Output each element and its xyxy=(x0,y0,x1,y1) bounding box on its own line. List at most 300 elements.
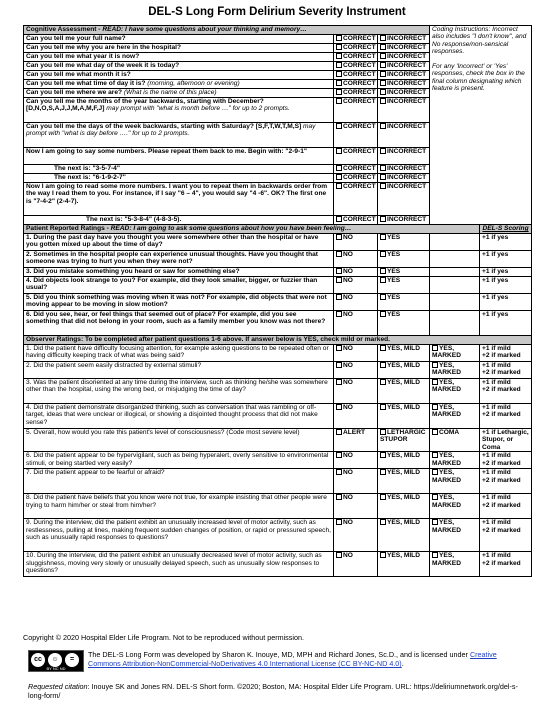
checkbox-icon[interactable] xyxy=(336,165,342,171)
checkbox-icon[interactable] xyxy=(380,251,386,257)
cognitive-question xyxy=(24,35,334,44)
checkbox-icon[interactable] xyxy=(380,35,386,41)
correct-checkbox[interactable] xyxy=(334,44,378,53)
checkbox-icon[interactable] xyxy=(380,404,386,410)
checkbox-icon[interactable] xyxy=(336,469,342,475)
correct-checkbox[interactable] xyxy=(334,216,378,225)
yes-marked-checkbox[interactable] xyxy=(430,552,480,577)
incorrect-checkbox[interactable] xyxy=(378,35,430,44)
score-cell xyxy=(480,469,532,494)
yes-checkbox[interactable] xyxy=(378,234,430,251)
cognitive-question xyxy=(24,165,334,174)
checkbox-icon[interactable] xyxy=(380,123,386,129)
no-checkbox[interactable] xyxy=(334,268,378,277)
patient-question: 4. Did objects look strange to you? For example, did they look smaller, bigger, or fuzzier than usual? xyxy=(24,277,334,294)
observer-question: 3. Was the patient disoriented at any time during the interview, such as thinking he/she was somewhere other than the hospital, using the wrong bed, or misjudging the time of day? xyxy=(24,379,334,404)
empty-cell xyxy=(430,234,480,251)
option-label: YES, MARKED xyxy=(432,362,461,377)
question-hint: may prompt with "what is month before …" for up to 2 prompts. xyxy=(106,105,290,113)
option-label: INCORRECT xyxy=(387,44,427,51)
yes-mild-checkbox[interactable] xyxy=(378,452,430,469)
cognitive-question xyxy=(24,98,334,123)
score-marked: +2 if marked xyxy=(482,411,521,419)
yes-mild-checkbox[interactable] xyxy=(378,345,430,362)
incorrect-checkbox[interactable] xyxy=(378,53,430,62)
incorrect-checkbox[interactable] xyxy=(378,71,430,80)
observer-question: 2. Did the patient seem easily distracted by external stimuli? xyxy=(24,362,334,379)
cc-badge-label: BY NC ND xyxy=(46,666,66,671)
question-text: Can you tell me the days of the week backwards, starting with Saturday? [S,F,T,W,T,M,S] xyxy=(26,123,303,130)
patient-question: 2. Sometimes in the hospital people can experience unusual thoughts. Have you thought that someone was trying to hurt you when they were not? xyxy=(24,251,334,268)
correct-checkbox[interactable] xyxy=(334,62,378,71)
score-cell xyxy=(480,345,532,362)
checkbox-icon[interactable] xyxy=(432,469,438,475)
checkbox-icon[interactable] xyxy=(336,234,342,240)
score-cell: +1 if yes xyxy=(480,311,532,336)
checkbox-icon[interactable] xyxy=(336,519,342,525)
option-label: NO xyxy=(343,294,353,301)
correct-checkbox[interactable] xyxy=(334,123,378,148)
option-label: NO xyxy=(343,379,353,386)
score-cell xyxy=(480,404,532,429)
checkbox-icon[interactable] xyxy=(380,345,386,351)
cognitive-question xyxy=(24,53,334,62)
yes-mild-checkbox[interactable] xyxy=(378,379,430,404)
patient-row xyxy=(24,294,532,311)
score-cell xyxy=(480,552,532,577)
score-mild: +1 if mild xyxy=(482,345,511,352)
checkbox-icon[interactable] xyxy=(380,80,386,86)
lethargic-stupor-checkbox[interactable] xyxy=(378,429,430,452)
option-label: YES, MARKED xyxy=(432,552,461,567)
score-cell: +1 if yes xyxy=(480,277,532,294)
no-checkbox[interactable] xyxy=(334,379,378,404)
observer-row xyxy=(24,379,532,404)
checkbox-icon[interactable] xyxy=(380,98,386,104)
delirium-form-table xyxy=(23,25,532,577)
checkbox-icon[interactable] xyxy=(380,71,386,77)
no-checkbox[interactable] xyxy=(334,311,378,336)
no-checkbox[interactable] xyxy=(334,452,378,469)
patient-question: 5. Did you think something was moving when it was not? For example, did objects that were not moving appear to be moving in slow motion? xyxy=(24,294,334,311)
coding-instructions: Coding Instructions: Incorrect also includes "I don't know", and No response/non-sensical responses. For any 'Incorrect' or 'Yes' responses, check the box in the final column designating which feature is present. xyxy=(430,26,532,225)
yes-marked-checkbox[interactable] xyxy=(430,469,480,494)
no-checkbox[interactable] xyxy=(334,277,378,294)
license-block xyxy=(28,650,528,680)
cc-license-badge xyxy=(28,650,84,672)
option-label: YES, MARKED xyxy=(432,519,461,534)
option-label: YES, MILD xyxy=(387,362,420,369)
option-label: YES xyxy=(387,268,401,275)
score-mild: +1 if mild xyxy=(482,452,511,460)
yes-checkbox[interactable] xyxy=(378,277,430,294)
no-derivatives-icon: = xyxy=(65,653,79,667)
question-text: Can you tell me the months of the year backwards, starting with December? [D,N,O,S,A,J,J,M,A,M,F,J] xyxy=(26,98,264,113)
option-label: YES, MARKED xyxy=(432,404,461,419)
score-mild: +1 if mild xyxy=(482,379,511,386)
cognitive-question xyxy=(24,183,334,216)
checkbox-icon[interactable] xyxy=(380,268,386,274)
yes-mild-checkbox[interactable] xyxy=(378,552,430,577)
no-checkbox[interactable] xyxy=(334,362,378,379)
correct-checkbox[interactable] xyxy=(334,98,378,123)
option-label: YES, MARKED xyxy=(432,379,461,394)
checkbox-icon[interactable] xyxy=(380,494,386,500)
copyright-notice: Copyright © 2020 Hospital Elder Life Program. Not to be reproduced without permission. xyxy=(23,633,304,642)
score-mild: +1 if mild xyxy=(482,519,511,527)
option-label: NO xyxy=(343,452,353,460)
cognitive-question xyxy=(24,123,334,148)
scoring-header: DEL-S Scoring xyxy=(480,225,532,234)
incorrect-checkbox[interactable] xyxy=(378,216,430,225)
checkbox-icon[interactable] xyxy=(336,429,342,435)
license-link[interactable]: Creative Commons Attribution-NonCommercial-NoDerivatives 4.0 International License (CC BY-NC-ND 4.0) xyxy=(88,650,497,668)
option-label: CORRECT xyxy=(343,62,376,69)
correct-checkbox[interactable] xyxy=(334,53,378,62)
observer-row xyxy=(24,552,532,577)
checkbox-icon[interactable] xyxy=(380,183,386,189)
option-label: YES, MARKED xyxy=(432,345,461,360)
yes-marked-checkbox[interactable] xyxy=(430,379,480,404)
no-checkbox[interactable] xyxy=(334,469,378,494)
page-title: DEL-S Long Form Delirium Severity Instrument xyxy=(148,6,406,18)
question-text: Can you tell me what month it is? xyxy=(26,71,131,78)
correct-checkbox[interactable] xyxy=(334,165,378,174)
no-checkbox[interactable] xyxy=(334,294,378,311)
yes-marked-checkbox[interactable] xyxy=(430,519,480,552)
checkbox-icon[interactable] xyxy=(380,174,386,180)
score-marked: +2 if marked xyxy=(482,559,521,567)
patient-header xyxy=(24,225,480,234)
yes-marked-checkbox[interactable] xyxy=(430,362,480,379)
empty-cell xyxy=(430,268,480,277)
checkbox-icon[interactable] xyxy=(336,452,342,458)
option-label: YES, MILD xyxy=(387,552,420,560)
incorrect-checkbox[interactable] xyxy=(378,98,430,123)
checkbox-icon[interactable] xyxy=(380,379,386,385)
option-label: YES, MILD xyxy=(387,345,420,352)
checkbox-icon[interactable] xyxy=(432,452,438,458)
cognitive-question xyxy=(24,80,334,89)
no-checkbox[interactable] xyxy=(334,494,378,519)
yes-mild-checkbox[interactable] xyxy=(378,494,430,519)
checkbox-icon[interactable] xyxy=(380,429,386,435)
attribution-icon: ☺ xyxy=(48,653,62,667)
option-label: INCORRECT xyxy=(387,174,427,181)
checkbox-icon[interactable] xyxy=(380,62,386,68)
incorrect-checkbox[interactable] xyxy=(378,89,430,98)
correct-checkbox[interactable] xyxy=(334,35,378,44)
checkbox-icon[interactable] xyxy=(380,552,386,558)
checkbox-icon[interactable] xyxy=(336,552,342,558)
patient-row xyxy=(24,268,532,277)
observer-question: 10. During the interview, did the patient exhibit an unusually decreased level of motor activity, such as sluggishness, moving very slowly or unusually delayed speech, such as unusually slow responses to questions? xyxy=(24,552,334,577)
checkbox-icon[interactable] xyxy=(432,345,438,351)
option-label: YES, MILD xyxy=(387,452,420,460)
checkbox-icon[interactable] xyxy=(380,53,386,59)
checkbox-icon[interactable] xyxy=(336,404,342,410)
score-cell xyxy=(480,452,532,469)
score-cell: +1 if yes xyxy=(480,294,532,311)
yes-marked-checkbox[interactable] xyxy=(430,345,480,362)
yes-marked-checkbox[interactable] xyxy=(430,494,480,519)
checkbox-icon[interactable] xyxy=(336,44,342,50)
option-label: NO xyxy=(343,362,353,369)
checkbox-icon[interactable] xyxy=(432,404,438,410)
checkbox-icon[interactable] xyxy=(336,71,342,77)
checkbox-icon[interactable] xyxy=(336,268,342,274)
score-mild: +1 if mild xyxy=(482,494,511,502)
option-label: NO xyxy=(343,552,353,560)
checkbox-icon[interactable] xyxy=(336,311,342,317)
incorrect-checkbox[interactable] xyxy=(378,62,430,71)
option-label: ALERT xyxy=(343,429,365,436)
question-text: Can you tell me what year it is now? xyxy=(26,53,140,60)
checkbox-icon[interactable] xyxy=(336,62,342,68)
coma-checkbox[interactable] xyxy=(430,429,480,452)
incorrect-checkbox[interactable] xyxy=(378,165,430,174)
correct-checkbox[interactable] xyxy=(334,174,378,183)
incorrect-checkbox[interactable] xyxy=(378,174,430,183)
question-hint: may prompt with "what is day before …." for up to 2 prompts. xyxy=(26,123,316,138)
option-label: YES, MILD xyxy=(387,469,420,477)
yes-mild-checkbox[interactable] xyxy=(378,404,430,429)
checkbox-icon[interactable] xyxy=(336,35,342,41)
score-cell: +1 if yes xyxy=(480,234,532,251)
checkbox-icon[interactable] xyxy=(380,148,386,154)
checkbox-icon[interactable] xyxy=(336,148,342,154)
correct-checkbox[interactable] xyxy=(334,183,378,216)
yes-mild-checkbox[interactable] xyxy=(378,519,430,552)
option-label: CORRECT xyxy=(343,216,376,223)
checkbox-icon[interactable] xyxy=(336,277,342,283)
alert-checkbox[interactable] xyxy=(334,429,378,452)
checkbox-icon[interactable] xyxy=(380,294,386,300)
requested-citation: Requested citation: Inouye SK and Jones RN. DEL-S Short form. ©2020; Boston, MA: Hospital Elder Life Program. URL: https://deliriumnetwork.org/del-s-long-form/ xyxy=(28,682,518,700)
checkbox-icon[interactable] xyxy=(432,519,438,525)
checkbox-icon[interactable] xyxy=(336,494,342,500)
cognitive-header: Cognitive Assessment - READ: I have some questions about your thinking and memory… xyxy=(24,26,430,35)
observer-question: 1. Did the patient have difficulty focusing attention, for example asking questions to be repeated often or having difficulty keeping track of what was being said? xyxy=(24,345,334,362)
patient-question: 3. Did you mistake something you heard or saw for something else? xyxy=(24,268,334,277)
question-text: Can you tell me your full name? xyxy=(26,35,126,42)
score-marked: +2 if marked xyxy=(482,369,521,377)
cognitive-question xyxy=(24,71,334,80)
option-label: INCORRECT xyxy=(387,71,427,78)
observer-header-row xyxy=(24,336,532,345)
observer-row xyxy=(24,519,532,552)
option-label: YES, MARKED xyxy=(432,494,461,509)
checkbox-icon[interactable] xyxy=(336,379,342,385)
score-cell: +1 if yes xyxy=(480,268,532,277)
checkbox-icon[interactable] xyxy=(432,429,438,435)
observer-question: 7. Did the patient appear to be fearful or afraid? xyxy=(24,469,334,494)
correct-checkbox[interactable] xyxy=(334,89,378,98)
observer-row xyxy=(24,494,532,519)
option-label: INCORRECT xyxy=(387,98,427,105)
option-label: YES, MILD xyxy=(387,404,420,411)
option-label: COMA xyxy=(439,429,460,436)
question-text: The next is: "3-5-7-4" xyxy=(54,165,120,172)
cc-icon: cc xyxy=(31,653,45,667)
incorrect-checkbox[interactable] xyxy=(378,123,430,148)
checkbox-icon[interactable] xyxy=(380,452,386,458)
checkbox-icon[interactable] xyxy=(336,89,342,95)
yes-checkbox[interactable] xyxy=(378,251,430,268)
checkbox-icon[interactable] xyxy=(336,123,342,129)
cognitive-question xyxy=(24,216,334,225)
license-text: The DEL-S Long Form was developed by Sharon K. Inouye, MD, MPH and Richard Jones, Sc.D., and is licensed under Creative Commons Attribution-NonCommercial-NoDerivatives 4.0 International License (CC BY-NC-ND 4.0). xyxy=(88,650,497,668)
observer-header: Observer Ratings: To be completed after patient questions 1-6 above. If answer below is YES, check mild or marked. xyxy=(24,336,532,345)
question-text: Can you tell me why you are here in the hospital? xyxy=(26,44,181,51)
score-mild: +1 if mild xyxy=(482,469,511,477)
incorrect-checkbox[interactable] xyxy=(378,183,430,216)
checkbox-icon[interactable] xyxy=(336,251,342,257)
question-text: Can you tell me what day of the week it is today? xyxy=(26,62,180,69)
option-label: CORRECT xyxy=(343,80,376,87)
checkbox-icon[interactable] xyxy=(432,552,438,558)
no-checkbox[interactable] xyxy=(334,234,378,251)
score-marked: +2 if marked xyxy=(482,352,521,360)
option-label: CORRECT xyxy=(343,35,376,42)
no-checkbox[interactable] xyxy=(334,552,378,577)
observer-question: 6. Did the patient appear to be hypervigilant, such as being hyperalert, overly sensitive to environmental stimuli, or being startled very easily? xyxy=(24,452,334,469)
score-marked: +2 if marked xyxy=(482,476,521,484)
checkbox-icon[interactable] xyxy=(380,44,386,50)
score-cell xyxy=(480,519,532,552)
option-label: CORRECT xyxy=(343,148,376,155)
checkbox-icon[interactable] xyxy=(336,98,342,104)
question-text: The next is: "5-3-8-4" (4-8-3-5). xyxy=(86,216,182,223)
score-cell xyxy=(480,494,532,519)
yes-mild-checkbox[interactable] xyxy=(378,362,430,379)
option-label: YES xyxy=(387,277,401,284)
incorrect-checkbox[interactable] xyxy=(378,44,430,53)
score-marked: +2 if marked xyxy=(482,526,521,534)
option-label: YES xyxy=(387,251,401,258)
yes-marked-checkbox[interactable] xyxy=(430,404,480,429)
checkbox-icon[interactable] xyxy=(336,53,342,59)
patient-row xyxy=(24,234,532,251)
checkbox-icon[interactable] xyxy=(432,379,438,385)
incorrect-checkbox[interactable] xyxy=(378,148,430,165)
checkbox-icon[interactable] xyxy=(336,294,342,300)
option-label: YES, MARKED xyxy=(432,469,461,484)
correct-checkbox[interactable] xyxy=(334,71,378,80)
option-label: LETHARGIC STUPOR xyxy=(380,429,426,444)
checkbox-icon[interactable] xyxy=(336,345,342,351)
checkbox-icon[interactable] xyxy=(380,89,386,95)
option-label: YES, MILD xyxy=(387,494,420,502)
score-mild: +1 if mild xyxy=(482,404,511,411)
empty-cell xyxy=(430,251,480,268)
observer-question: 4. Did the patient demonstrate disorganized thinking, such as conversation that was rambling or off-target, ideas that were unclear or illogical, or showing a disjointed thought process that did not make sense? xyxy=(24,404,334,429)
checkbox-icon[interactable] xyxy=(380,469,386,475)
no-checkbox[interactable] xyxy=(334,519,378,552)
yes-checkbox[interactable] xyxy=(378,294,430,311)
patient-question: 6. Did you see, hear, or feel things that seemed out of place? For example, did you see something that did not belong in your room, such as a family member you know was not there? xyxy=(24,311,334,336)
option-label: CORRECT xyxy=(343,44,376,51)
question-text: Now I am going to say some numbers. Please repeat them back to me. Begin with: "2-9-1" xyxy=(26,148,308,155)
patient-header-row xyxy=(24,225,532,234)
checkbox-icon[interactable] xyxy=(432,362,438,368)
question-text: The next is: "6-1-9-2-7" xyxy=(54,174,126,181)
cognitive-question xyxy=(24,148,334,165)
checkbox-icon[interactable] xyxy=(432,494,438,500)
checkbox-icon[interactable] xyxy=(336,183,342,189)
checkbox-icon[interactable] xyxy=(380,362,386,368)
checkbox-icon[interactable] xyxy=(380,519,386,525)
empty-cell xyxy=(430,294,480,311)
observer-row xyxy=(24,404,532,429)
checkbox-icon[interactable] xyxy=(336,80,342,86)
checkbox-icon[interactable] xyxy=(380,165,386,171)
yes-checkbox[interactable] xyxy=(378,311,430,336)
checkbox-icon[interactable] xyxy=(380,234,386,240)
option-label: YES, MILD xyxy=(387,379,420,386)
score-cell: +1 if yes xyxy=(480,251,532,268)
no-checkbox[interactable] xyxy=(334,251,378,268)
patient-row xyxy=(24,311,532,336)
option-label: YES xyxy=(387,311,401,318)
cognitive-question xyxy=(24,44,334,53)
checkbox-icon[interactable] xyxy=(336,362,342,368)
option-label: CORRECT xyxy=(343,98,376,105)
option-label: NO xyxy=(343,519,353,527)
checkbox-icon[interactable] xyxy=(336,174,342,180)
checkbox-icon[interactable] xyxy=(380,277,386,283)
option-label: YES xyxy=(387,294,401,301)
observer-row xyxy=(24,362,532,379)
no-checkbox[interactable] xyxy=(334,345,378,362)
question-hint: (morning, afternoon or evening) xyxy=(147,80,240,87)
observer-row xyxy=(24,429,532,452)
correct-checkbox[interactable] xyxy=(334,148,378,165)
cognitive-question xyxy=(24,174,334,183)
option-label: INCORRECT xyxy=(387,216,427,223)
incorrect-checkbox[interactable] xyxy=(378,80,430,89)
option-label: INCORRECT xyxy=(387,35,427,42)
option-label: INCORRECT xyxy=(387,89,427,96)
observer-question: 8. Did the patient have beliefs that you know were not true, for example insisting that other people were trying to harm him/her or steal from him/her? xyxy=(24,494,334,519)
observer-question: 9. During the interview, did the patient exhibit an unusually increased level of motor activity, such as restlessness, pulling at lines, making frequent sudden changes of position, or rapid or pressured speech, such as unusually rapid responses to questions? xyxy=(24,519,334,552)
option-label: INCORRECT xyxy=(387,183,427,190)
cognitive-question xyxy=(24,89,334,98)
no-checkbox[interactable] xyxy=(334,404,378,429)
yes-marked-checkbox[interactable] xyxy=(430,452,480,469)
option-label: NO xyxy=(343,251,353,258)
question-text: Can you tell me what time of day it is? xyxy=(26,80,148,87)
checkbox-icon[interactable] xyxy=(336,216,342,222)
option-label: NO xyxy=(343,345,353,352)
empty-cell xyxy=(430,277,480,294)
option-label: CORRECT xyxy=(343,174,376,181)
yes-mild-checkbox[interactable] xyxy=(378,469,430,494)
correct-checkbox[interactable] xyxy=(334,80,378,89)
option-label: YES, MARKED xyxy=(432,452,461,467)
option-label: INCORRECT xyxy=(387,148,427,155)
patient-header-italic: READ: I am going to ask some questions about how you have been feeling… xyxy=(110,225,352,232)
option-label: NO xyxy=(343,234,353,241)
checkbox-icon[interactable] xyxy=(380,311,386,317)
option-label: INCORRECT xyxy=(387,123,427,130)
option-label: CORRECT xyxy=(343,123,376,130)
yes-checkbox[interactable] xyxy=(378,268,430,277)
option-label: CORRECT xyxy=(343,89,376,96)
checkbox-icon[interactable] xyxy=(380,216,386,222)
option-label: NO xyxy=(343,311,353,318)
score-cell xyxy=(480,362,532,379)
